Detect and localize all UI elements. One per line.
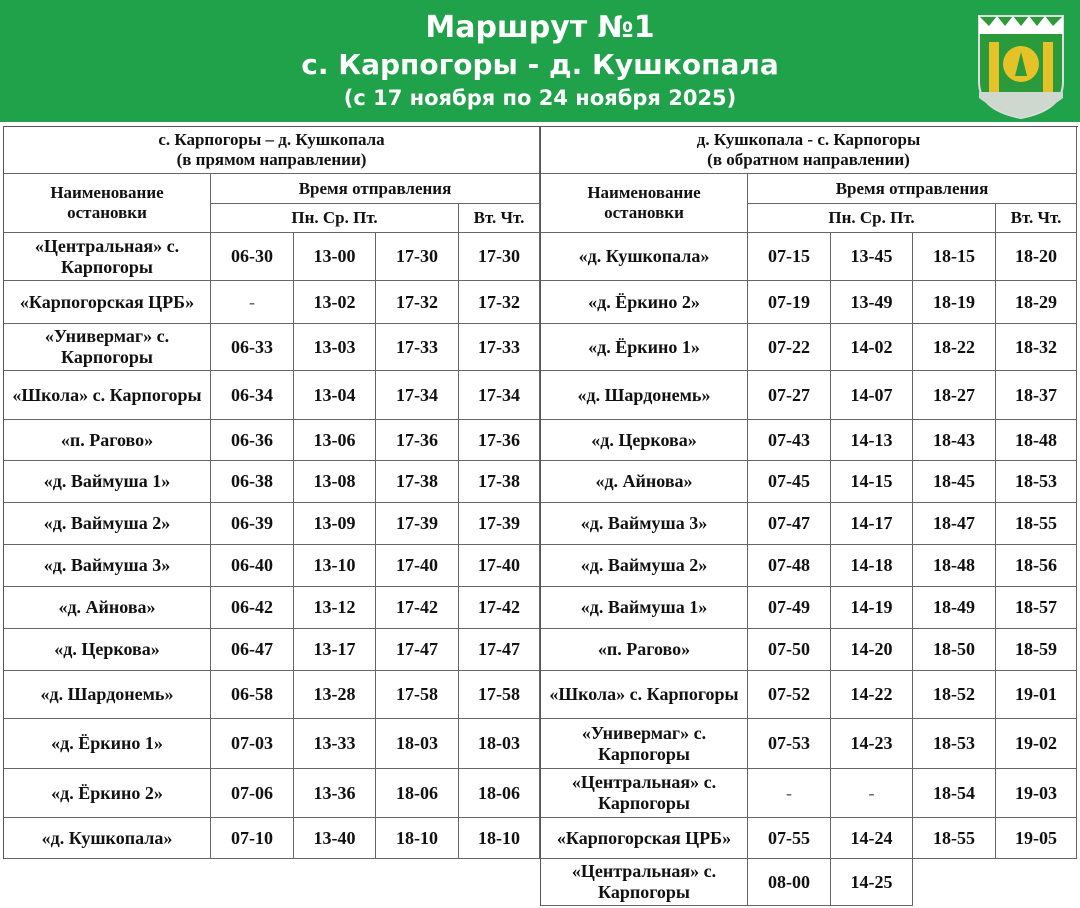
stop-name: «Карпогорская ЦРБ» (4, 281, 211, 324)
departure-time: 18-49 (913, 587, 996, 629)
stop-name: «Школа» с. Карпогоры (541, 671, 748, 719)
departure-time: 07-55 (748, 818, 831, 859)
days-tue-thu-header: Вт. Чт. (996, 204, 1077, 233)
stop-name: «Школа» с. Карпогоры (4, 371, 211, 420)
stop-name: «д. Ваймуша 1» (4, 461, 211, 503)
departure-time: 13-49 (831, 281, 913, 324)
departure-time: 17-34 (459, 371, 540, 420)
departure-time: 07-03 (211, 719, 294, 769)
departure-time: 07-45 (748, 461, 831, 503)
stop-name: «Карпогорская ЦРБ» (541, 818, 748, 859)
departure-time: 17-32 (376, 281, 459, 324)
departure-time: 18-52 (913, 671, 996, 719)
departure-time: 17-39 (459, 503, 540, 545)
stop-name: «Центральная» с. Карпогоры (541, 859, 748, 906)
stop-name: «д. Церкова» (4, 629, 211, 671)
route-number-title: Маршрут №1 (425, 10, 655, 45)
departure-time: 18-54 (913, 769, 996, 818)
departure-time: 18-19 (913, 281, 996, 324)
departure-time: 06-38 (211, 461, 294, 503)
departure-time: 07-10 (211, 818, 294, 859)
departure-time: 18-03 (459, 719, 540, 769)
stop-name: «Центральная» с. Карпогоры (541, 769, 748, 818)
departure-time: 18-32 (996, 324, 1077, 371)
departure-time: 06-47 (211, 629, 294, 671)
stop-name: «д. Ёркино 2» (4, 769, 211, 818)
direction-subtitle: (в прямом направлении) (176, 150, 367, 169)
departure-time: 13-06 (294, 420, 376, 461)
departure-time: 17-47 (459, 629, 540, 671)
stop-name: «д. Ваймуша 2» (541, 545, 748, 587)
departure-time: 19-02 (996, 719, 1077, 769)
departure-time: 13-40 (294, 818, 376, 859)
schedule-period: (с 17 ноября по 24 ноября 2025) (343, 86, 737, 110)
departure-time: 18-47 (913, 503, 996, 545)
departure-time: 14-18 (831, 545, 913, 587)
departure-time: 17-32 (459, 281, 540, 324)
departure-time: 17-42 (376, 587, 459, 629)
departure-time: 18-55 (996, 503, 1077, 545)
departure-time: 13-02 (294, 281, 376, 324)
departure-time: 06-34 (211, 371, 294, 420)
departure-time: 07-27 (748, 371, 831, 420)
departure-time: 06-39 (211, 503, 294, 545)
departure-time: 18-45 (913, 461, 996, 503)
departure-time: 14-13 (831, 420, 913, 461)
departure-time: 17-36 (459, 420, 540, 461)
departure-time: 14-20 (831, 629, 913, 671)
stop-name: «д. Ёркино 1» (541, 324, 748, 371)
departure-time: 17-42 (459, 587, 540, 629)
departure-time: 17-58 (459, 671, 540, 719)
departure-time: 17-58 (376, 671, 459, 719)
stop-name: «Центральная» с. Карпогоры (4, 233, 211, 281)
departure-time: 18-48 (913, 545, 996, 587)
stop-name: «д. Айнова» (4, 587, 211, 629)
departure-time-header: Время отправления (211, 174, 540, 204)
departure-time: 18-10 (376, 818, 459, 859)
departure-time: 18-55 (913, 818, 996, 859)
departure-time: 18-43 (913, 420, 996, 461)
departure-time: 18-50 (913, 629, 996, 671)
departure-time: 07-43 (748, 420, 831, 461)
departure-time: 18-03 (376, 719, 459, 769)
departure-time: 17-33 (376, 324, 459, 371)
departure-time: 06-58 (211, 671, 294, 719)
departure-time: 14-23 (831, 719, 913, 769)
departure-time: 13-33 (294, 719, 376, 769)
departure-time: 18-56 (996, 545, 1077, 587)
departure-time: 13-04 (294, 371, 376, 420)
departure-time: 13-36 (294, 769, 376, 818)
stop-name-header: Наименование остановки (4, 174, 211, 233)
departure-time: 06-33 (211, 324, 294, 371)
departure-time: 07-47 (748, 503, 831, 545)
title-banner (0, 0, 1080, 122)
departure-time: 19-05 (996, 818, 1077, 859)
departure-time: 18-06 (376, 769, 459, 818)
stop-name-header: Наименование остановки (541, 174, 748, 233)
departure-time: 18-06 (459, 769, 540, 818)
departure-time: 13-09 (294, 503, 376, 545)
departure-time: 13-45 (831, 233, 913, 281)
departure-time: 17-39 (376, 503, 459, 545)
departure-time: 18-15 (913, 233, 996, 281)
departure-time: 08-00 (748, 859, 831, 906)
direction-header (541, 127, 1077, 174)
forward-schedule-table (3, 126, 541, 859)
departure-time: 14-19 (831, 587, 913, 629)
direction-title: с. Карпогоры – д. Кушкопала (158, 130, 385, 149)
departure-time: 13-17 (294, 629, 376, 671)
departure-time: 14-24 (831, 818, 913, 859)
stop-name: «д. Ваймуша 1» (541, 587, 748, 629)
departure-time: 18-53 (996, 461, 1077, 503)
departure-time: 18-22 (913, 324, 996, 371)
direction-subtitle: (в обратном направлении) (707, 150, 910, 169)
departure-time: - (831, 769, 913, 818)
departure-time: 14-07 (831, 371, 913, 420)
departure-time: 18-59 (996, 629, 1077, 671)
coat-of-arms-icon (975, 12, 1067, 120)
stop-name: «д. Церкова» (541, 420, 748, 461)
stop-name: «д. Ваймуша 2» (4, 503, 211, 545)
departure-time: 13-10 (294, 545, 376, 587)
departure-time: 17-30 (459, 233, 540, 281)
departure-time: 14-15 (831, 461, 913, 503)
departure-time: 13-08 (294, 461, 376, 503)
departure-time: 14-22 (831, 671, 913, 719)
stop-name: «д. Шардонемь» (4, 671, 211, 719)
stop-name: «п. Рагово» (541, 629, 748, 671)
departure-time: 14-17 (831, 503, 913, 545)
departure-time: - (748, 769, 831, 818)
departure-time: 07-53 (748, 719, 831, 769)
departure-time: 18-29 (996, 281, 1077, 324)
departure-time: 06-40 (211, 545, 294, 587)
departure-time: 17-36 (376, 420, 459, 461)
stop-name: «д. Ваймуша 3» (541, 503, 748, 545)
departure-time: 18-57 (996, 587, 1077, 629)
departure-time: 18-27 (913, 371, 996, 420)
stop-name: «Универмаг» с. Карпогоры (4, 324, 211, 371)
departure-time: 17-40 (459, 545, 540, 587)
departure-time: 06-42 (211, 587, 294, 629)
departure-time: 13-12 (294, 587, 376, 629)
days-mon-wed-fri-header: Пн. Ср. Пт. (748, 204, 996, 233)
days-mon-wed-fri-header: Пн. Ср. Пт. (211, 204, 459, 233)
departure-time: 07-19 (748, 281, 831, 324)
departure-time: 17-33 (459, 324, 540, 371)
stop-name: «п. Рагово» (4, 420, 211, 461)
departure-time: 07-52 (748, 671, 831, 719)
stop-name: «д. Ёркино 2» (541, 281, 748, 324)
departure-time: 14-02 (831, 324, 913, 371)
departure-time: 18-48 (996, 420, 1077, 461)
departure-time: 19-01 (996, 671, 1077, 719)
departure-time: 18-10 (459, 818, 540, 859)
departure-time: 17-47 (376, 629, 459, 671)
route-name: с. Карпогоры - д. Кушкопала (301, 48, 779, 81)
stop-name: «д. Айнова» (541, 461, 748, 503)
departure-time-header: Время отправления (748, 174, 1077, 204)
departure-time: 13-28 (294, 671, 376, 719)
stop-name: «д. Ваймуша 3» (4, 545, 211, 587)
departure-time: 07-50 (748, 629, 831, 671)
departure-time: 19-03 (996, 769, 1077, 818)
direction-header (4, 127, 540, 174)
departure-time: 14-25 (831, 859, 913, 906)
departure-time: 07-49 (748, 587, 831, 629)
departure-time: 17-30 (376, 233, 459, 281)
departure-time: 18-20 (996, 233, 1077, 281)
departure-time: 06-36 (211, 420, 294, 461)
departure-time: 07-06 (211, 769, 294, 818)
stop-name: «д. Кушкопала» (541, 233, 748, 281)
departure-time: 13-00 (294, 233, 376, 281)
departure-time: 17-40 (376, 545, 459, 587)
departure-time: 07-22 (748, 324, 831, 371)
backward-schedule-table (540, 126, 1078, 906)
direction-title: д. Кушкопала - с. Карпогоры (696, 130, 921, 149)
stop-name: «д. Ёркино 1» (4, 719, 211, 769)
departure-time: 18-37 (996, 371, 1077, 420)
stop-name: «д. Кушкопала» (4, 818, 211, 859)
stop-name: «Универмаг» с. Карпогоры (541, 719, 748, 769)
departure-time: 17-34 (376, 371, 459, 420)
departure-time: 07-15 (748, 233, 831, 281)
departure-time: 13-03 (294, 324, 376, 371)
days-tue-thu-header: Вт. Чт. (459, 204, 540, 233)
departure-time: 06-30 (211, 233, 294, 281)
stop-name: «д. Шардонемь» (541, 371, 748, 420)
departure-time: 18-53 (913, 719, 996, 769)
departure-time: 17-38 (459, 461, 540, 503)
departure-time: - (211, 281, 294, 324)
departure-time: 07-48 (748, 545, 831, 587)
departure-time: 17-38 (376, 461, 459, 503)
